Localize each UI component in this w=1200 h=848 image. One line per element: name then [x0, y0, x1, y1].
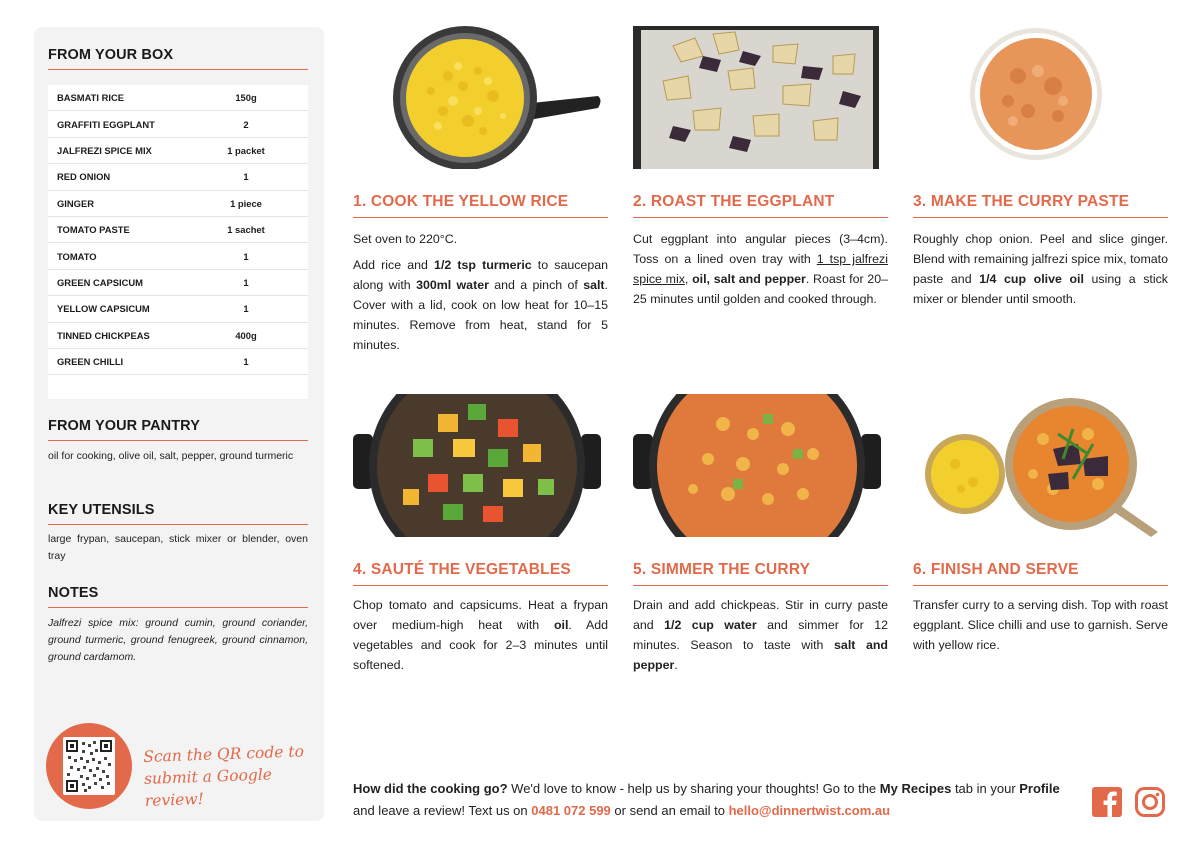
- utensils-title: KEY UTENSILS: [48, 502, 308, 525]
- step-2-para-1: Cut eggplant into angular pieces (3–4cm). Toss on a lined oven tray with 1 tsp jalfrezi spice mix, oil, salt and pepper. Roast for 20–25 minutes until golden and cooked through.: [633, 232, 888, 306]
- ingredient-row: [48, 243, 308, 269]
- notes-title: NOTES: [48, 585, 308, 608]
- ingredient-name: TOMATO PASTE: [57, 224, 130, 236]
- ingredient-name: BASMATI RICE: [57, 92, 125, 104]
- email-link[interactable]: hello@dinnertwist.com.au: [728, 803, 891, 818]
- step-5-para-1: Drain and add chickpeas. Stir in curry paste and 1/2 cup water and simmer for 12 minutes. Season to taste with salt and pepper.: [633, 598, 888, 672]
- ingredient-name: GREEN CHILLI: [57, 356, 124, 368]
- step-4-body: [353, 595, 608, 681]
- step-6-body: [913, 595, 1168, 661]
- ingredient-row: [48, 85, 308, 111]
- step-4-para-1: Chop tomato and capsicums. Heat a frypan over medium-high heat with oil. Add vegetables and cook for 2–3 minutes until softened.: [353, 598, 608, 672]
- step-1-para-2: Add rice and 1/2 tsp turmeric to saucepan along with 300ml water and a pinch of salt. Cover with a lid, cook on low heat for 10–15 minutes. Remove from heat, stand for 5 minutes.: [353, 258, 608, 352]
- ingredient-name: RED ONION: [57, 171, 111, 183]
- ingredient-name: TOMATO: [57, 250, 97, 262]
- ingredient-row: [48, 349, 308, 375]
- ingredient-row: [48, 270, 308, 296]
- step-6-title: 6. FINISH AND SERVE: [913, 561, 1168, 586]
- serving-dish-photo: [913, 394, 1168, 537]
- curry-simmer-photo: [633, 394, 888, 537]
- pantry-title: FROM YOUR PANTRY: [48, 418, 308, 441]
- step-5-body: [633, 595, 888, 681]
- ingredient-qty: 150g: [235, 92, 257, 104]
- step-1-body: [353, 229, 608, 361]
- ingredient-qty: 1 packet: [227, 144, 265, 156]
- step-3-para-1: Roughly chop onion. Peel and slice ginger. Blend with remaining jalfrezi spice mix, tomato paste and 1/4 cup olive oil using a stick mixer or blender until smooth.: [913, 232, 1169, 306]
- ingredient-qty: 1: [243, 171, 249, 183]
- ingredient-qty: 400g: [235, 329, 257, 341]
- step-2-title: 2. ROAST THE EGGPLANT: [633, 193, 888, 218]
- ingredient-qty: 1 piece: [230, 197, 262, 209]
- ingredient-row: [48, 296, 308, 322]
- qr-badge: [46, 723, 132, 809]
- notes-text: Jalfrezi spice mix: ground cumin, ground coriander, ground turmeric, ground fenugreek, ground cinnamon, ground cardamom.: [48, 617, 308, 663]
- step-3-title: 3. MAKE THE CURRY PASTE: [913, 193, 1168, 218]
- ingredient-qty: 1: [243, 250, 249, 262]
- ingredients-table: [48, 85, 308, 399]
- pantry-text: oil for cooking, olive oil, salt, pepper, ground turmeric: [48, 450, 294, 462]
- ingredient-name: GINGER: [57, 197, 94, 209]
- qr-tagline: Scan the QR code to submit a Google review!: [142, 742, 305, 810]
- ingredient-qty: 1 sachet: [227, 224, 265, 236]
- instagram-icon[interactable]: [1134, 786, 1166, 818]
- step-6-para-1: Transfer curry to a serving dish. Top with roast eggplant. Slice chilli and use to garnish. Serve with yellow rice.: [913, 598, 1168, 652]
- ingredient-name: TINNED CHICKPEAS: [57, 329, 150, 341]
- curry-paste-photo: [913, 26, 1168, 169]
- ingredients-sidebar: [34, 27, 324, 821]
- ingredient-row: [48, 191, 308, 217]
- step-1-para-1: Set oven to 220°C.: [353, 232, 458, 246]
- ingredient-qty: 1: [243, 356, 249, 368]
- ingredient-row: [48, 138, 308, 164]
- step-2-body: [633, 229, 888, 315]
- qr-code-icon[interactable]: [63, 737, 115, 795]
- utensils-text: large frypan, saucepan, stick mixer or blender, oven tray: [48, 533, 308, 562]
- my-recipes-link[interactable]: My Recipes: [879, 781, 952, 796]
- review-footer: How did the cooking go? We'd love to know - help us by sharing your thoughts! Go to the My Recipes tab in your Profile and leave a review! Text us on 0481 072 599 or send an email to hello@dinnertwist.com.au: [353, 781, 1060, 818]
- ingredient-row: [48, 111, 308, 137]
- ingredient-row: [48, 323, 308, 349]
- box-title: FROM YOUR BOX: [48, 47, 308, 70]
- profile-link[interactable]: Profile: [1019, 781, 1060, 796]
- ingredient-name: YELLOW CAPSICUM: [57, 303, 150, 315]
- ingredient-qty: 1: [243, 303, 249, 315]
- veg-frypan-photo: [353, 394, 608, 537]
- step-1-title: 1. COOK THE YELLOW RICE: [353, 193, 608, 218]
- rice-pan-photo: [353, 26, 608, 169]
- footer-question: How did the cooking go?: [353, 781, 508, 796]
- phone-link[interactable]: 0481 072 599: [531, 803, 611, 818]
- ingredient-name: JALFREZI SPICE MIX: [57, 144, 152, 156]
- step-3-body: [913, 229, 1168, 315]
- ingredient-row: [48, 217, 308, 243]
- ingredient-qty: 1: [243, 276, 249, 288]
- ingredient-qty: 2: [243, 118, 249, 130]
- step-4-title: 4. SAUTÉ THE VEGETABLES: [353, 561, 608, 586]
- step-5-title: 5. SIMMER THE CURRY: [633, 561, 888, 586]
- facebook-icon[interactable]: [1091, 786, 1123, 818]
- eggplant-tray-photo: [633, 26, 888, 169]
- ingredient-row: [48, 164, 308, 190]
- ingredient-name: GRAFFITI EGGPLANT: [57, 118, 155, 130]
- ingredient-name: GREEN CAPSICUM: [57, 276, 143, 288]
